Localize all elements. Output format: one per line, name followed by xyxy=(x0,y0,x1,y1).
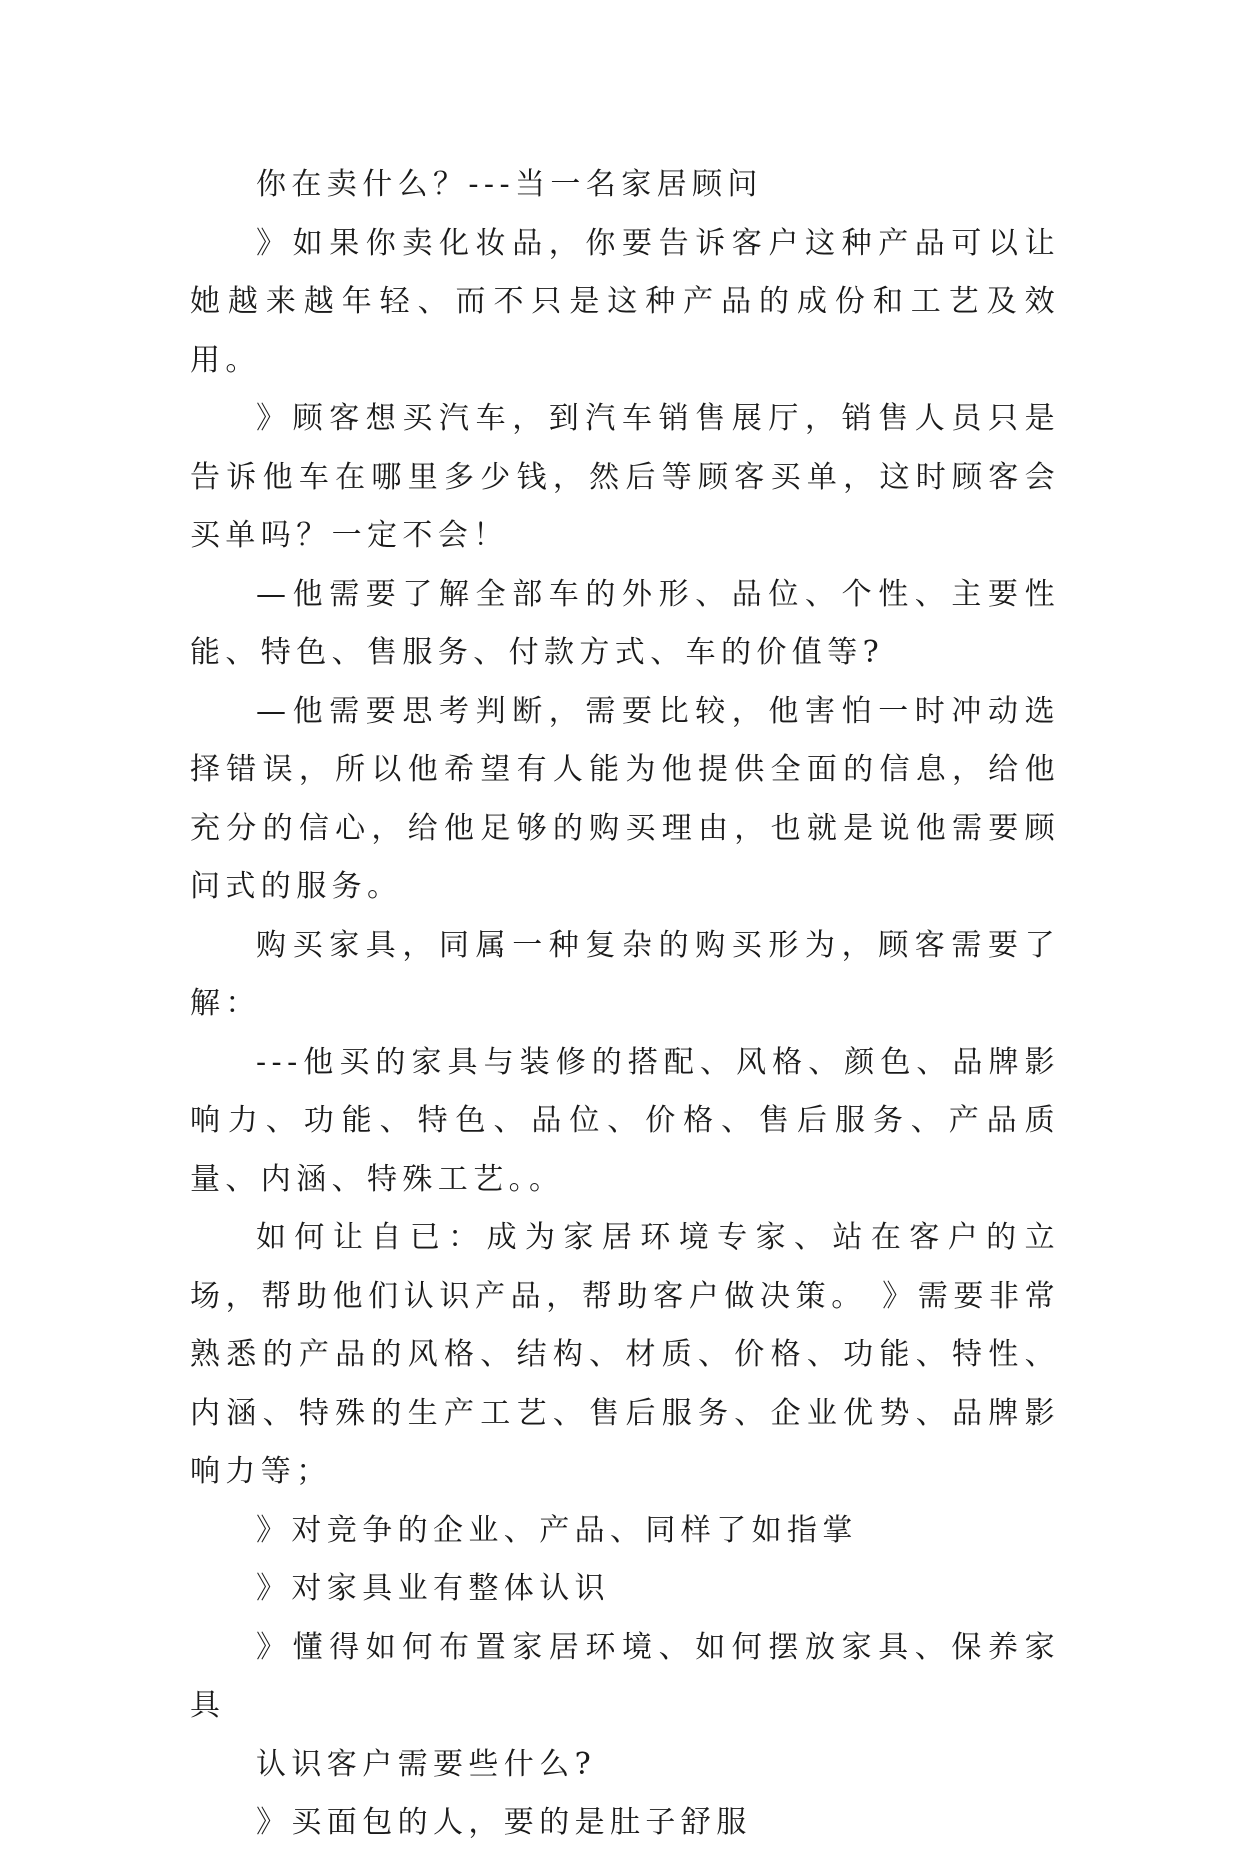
paragraph: 如何让自已：成为家居环境专家、站在客户的立场，帮助他们认识产品，帮助客户做决策。 》需要非常熟悉的产品的风格、结构、材质、价格、功能、特性、内涵、特殊的生产工艺、售后服务、企业优势、品牌影响力等； xyxy=(190,1220,1060,1489)
paragraph: 购买家具，同属一种复杂的购买形为，顾客需要了解： xyxy=(190,927,1060,1021)
paragraph-title: 你在卖什么？---当一名家居顾问 xyxy=(256,167,763,202)
paragraph: 》对竞争的企业、产品、同样了如指掌 xyxy=(256,1512,858,1548)
paragraph: 》对家具业有整体认识 xyxy=(256,1571,610,1606)
paragraph: 》如果你卖化妆品，你要告诉客户这种产品可以让她越来越年轻、而不只是这种产品的成份和工艺及效用。 xyxy=(190,225,1060,378)
paragraph: —他需要思考判断，需要比较，他害怕一时冲动选择错误，所以他希望有人能为他提供全面的信息，给他充分的信心，给他足够的购买理由，也就是说他需要顾问式的服务。 xyxy=(190,693,1060,904)
paragraph: 》懂得如何布置家居环境、如何摆放家具、保养家具 xyxy=(190,1629,1060,1723)
paragraph: ---他买的家具与装修的搭配、风格、颜色、品牌影响力、功能、特色、品位、价格、售后服务、产品质量、内涵、特殊工艺。。 xyxy=(190,1044,1060,1197)
document-body xyxy=(190,156,1060,1853)
paragraph: 》顾客想买汽车，到汽车销售展厅，销售人员只是告诉他车在哪里多少钱，然后等顾客买单，这时顾客会买单吗？一定不会！ xyxy=(190,401,1060,553)
paragraph: 》买面包的人，要的是肚子舒服 xyxy=(256,1805,752,1840)
paragraph: —他需要了解全部车的外形、品位、个性、主要性能、特色、售服务、付款方式、车的价值等? xyxy=(190,576,1060,670)
paragraph: 认识客户需要些什么? xyxy=(256,1746,597,1782)
